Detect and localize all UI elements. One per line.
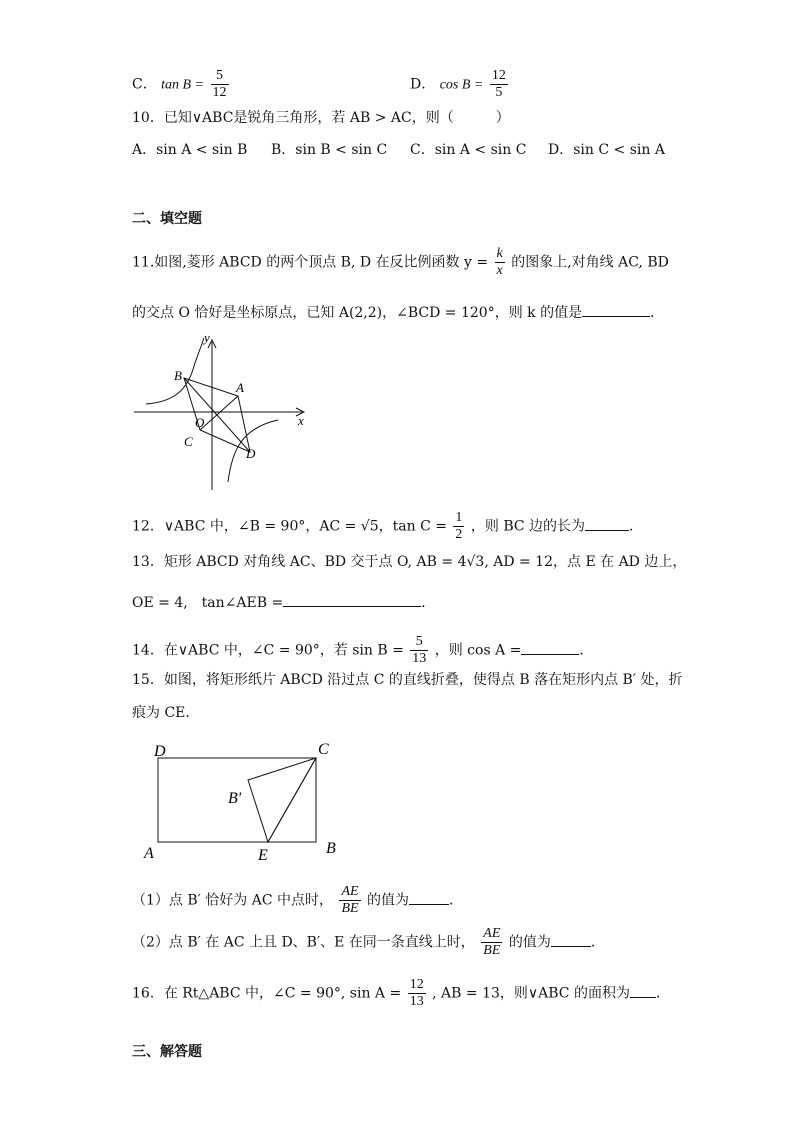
- q10-option-d: D．sin C < sin A: [548, 142, 665, 158]
- q13-line-1: 13．矩形 ABCD 对角线 AC、BD 交于点 O, AB = 4√3, AD = 12，点 E 在 AD 边上，: [132, 554, 687, 570]
- label-e: E: [258, 847, 268, 864]
- q15-rectangle-figure: [140, 736, 350, 866]
- folded-triangle-cbpe: [248, 758, 316, 842]
- q12-line: 12．∨ABC 中，∠B = 90°，AC = √5，tan C = $\frac{1}{2}$ ，则 BC 边的长为 ．: [132, 510, 644, 542]
- label-x: x: [298, 413, 304, 428]
- answer-blank[interactable]: [409, 890, 449, 905]
- q14-line: 14．在∨ABC 中，∠C = 90°，若 sin B = $\frac{5}{13}$ ，则 cos A = ．: [132, 634, 594, 666]
- q15-sub-2: （2）点 B′ 在 AC 上且 D、B′、E 在同一条直线上时， $\frac{AE}{BE}$ 的值为 ．: [132, 926, 605, 958]
- q10-stem: 10．已知∨ABC是锐角三角形，若 AB > AC，则（ ）: [132, 110, 510, 126]
- q11-line-2: 的交点 O 恰好是坐标原点，已知 A(2,2)，∠BCD = 120°，则 k 的值是 ．: [132, 302, 664, 322]
- q11-rhombus-figure: [132, 332, 312, 494]
- label-b-prime: B′: [228, 790, 242, 807]
- label-c: C: [318, 741, 329, 758]
- label-b: B: [326, 840, 336, 857]
- answer-blank[interactable]: [630, 983, 656, 998]
- diagonal-ac: [200, 396, 238, 430]
- answer-blank[interactable]: [582, 302, 650, 317]
- q10-option-a: A．sin A < sin B: [132, 142, 248, 158]
- label-a: A: [236, 380, 244, 395]
- q10-option-c: C．sin A < sin C: [410, 142, 527, 158]
- q16-fraction: $\frac{12}{13}$: [409, 977, 424, 1009]
- q15-line-1: 15．如图，将矩形纸片 ABCD 沿过点 C 的直线折叠，使得点 B 落在矩形内点 B′ 处，折: [132, 672, 683, 688]
- q9-d-fraction: $\frac{12}{5}$: [491, 68, 506, 100]
- q11-line-1: 11.如图,菱形 ABCD 的两个顶点 B, D 在反比例函数 y = $\frac{k}{x}$ 的图象上,对角线 AC, BD: [132, 246, 669, 278]
- section-3-title: 三、解答题: [132, 1044, 202, 1060]
- q15-line-2: 痕为 CE．: [132, 705, 200, 721]
- q16-line: 16．在 Rt△ABC 中，∠C = 90°, sin A = $\frac{12}{13}$ , AB = 13，则∨ABC 的面积为 ．: [132, 977, 670, 1009]
- label-d: D: [154, 743, 166, 760]
- q11-k-over-x: $\frac{k}{x}$: [496, 246, 503, 278]
- q13-line-2: OE = 4, tan∠AEB = ．: [132, 592, 435, 612]
- label-o: O: [195, 415, 205, 430]
- q9-option-c: C． tan B = $\frac{5}{12}$: [132, 68, 227, 100]
- answer-blank[interactable]: [585, 516, 629, 531]
- answer-blank[interactable]: [551, 932, 591, 947]
- q15-ae-over-be-1: $\frac{AE}{BE}$: [341, 884, 359, 916]
- label-c: C: [184, 434, 193, 449]
- q15-sub-1: （1）点 B′ 恰好为 AC 中点时， $\frac{AE}{BE}$ 的值为 ．: [132, 884, 464, 916]
- q9-c-fraction: $\frac{5}{12}$: [212, 68, 227, 100]
- label-y: y: [204, 332, 210, 345]
- q12-fraction: $\frac{1}{2}$: [455, 510, 463, 542]
- answer-blank[interactable]: [521, 640, 579, 655]
- q14-fraction: $\frac{5}{13}$: [412, 634, 427, 666]
- label-b: B: [174, 368, 182, 383]
- label-a: A: [144, 845, 154, 862]
- q10-option-b: B．sin B < sin C: [271, 142, 388, 158]
- answer-blank[interactable]: [283, 592, 421, 607]
- section-2-title: 二、填空题: [132, 211, 202, 227]
- q9-option-d: D． cos B = $\frac{12}{5}$: [410, 68, 506, 100]
- q15-ae-over-be-2: $\frac{AE}{BE}$: [483, 926, 501, 958]
- crease-ce: [268, 758, 316, 842]
- label-d: D: [246, 446, 256, 461]
